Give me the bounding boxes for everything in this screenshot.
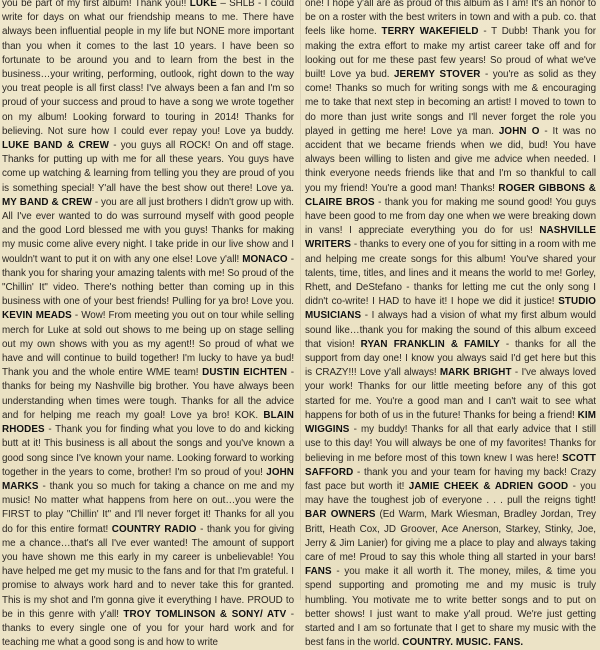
thanks-recipient-name: LUKE [189,0,217,9]
thanks-message-text: - thanks to every single one of you for your hard work and for teaching me what a good song is and how to write [2,608,294,649]
thanks-message-text: - thanks for being my Nashville big brother. You have always been understanding when times were tough. Thanks for all the advice and for helping me reach my goal! Love ya bro! KOK. [2,367,295,421]
thanks-recipient-name: JOHN MARKS [2,466,294,492]
thanks-message-text: - my buddy! Thanks for all that early advice that I still use to this day! You will always be one of my favorites! Thanks for believing in me before most of this town knew I was here! [305,424,596,464]
thanks-message-text: - thank you so much for taking a chance on me and my music! No matter what happens from here on out…you were the FIRST to play "Chillin' It" and I'll never forget it! Thanks for all you do for this entire format! [2,480,294,535]
thanks-recipient-name: TROY TOMLINSON & SONY/ ATV [123,608,287,620]
thanks-recipient-name: JOHN O [498,125,540,137]
thanks-recipient-name: RYAN FRANKLIN & FAMILY [360,338,500,350]
thanks-message-text: - Wow! From meeting you out on tour while selling merch for Luke at sold out shows to me being up on stage selling out my own shows with you as my agent!! So proud of what we have and will continue to build together! I'm lucky to have ya bud! Thank you and the whole entire WME team! [2,310,295,379]
thanks-recipient-name: MARK BRIGHT [439,367,512,379]
thanks-recipient-name: TERRY WAKEFIELD [381,26,479,38]
thanks-message-text: - I always had a vision of what my first album would sound like…thank you for making the sound of this album exceed that vision! [305,310,596,350]
thanks-message-text: - It was no accident that we became friends when we did, bud! You have always been willing to listen and give me advice when needed. I think everyone needs friends like that and I'm so thankful to call you my friend! You're a good man! Thanks! [305,125,597,194]
thanks-recipient-name: MONACO [242,253,288,265]
thanks-recipient-name: COUNTRY. MUSIC. FANS. [402,637,524,649]
thanks-recipient-name: JEREMY STOVER [393,69,481,81]
thanks-message-text: - thanks to every one of you for sitting in a room with me and helping me create songs for this album! You've shared your talents, time, titles, and lines and it means the world to me! Gorley, Rhett, and DeStefano - thanks for letting me cut the only song I didn't co-write! I HAD to have it! I hope we did it justice! [305,239,596,308]
thanks-recipient-name: KIM WIGGINS [305,409,596,436]
left-column [2,0,294,650]
thanks-message-text: - you guys all ROCK! On and off stage. Thanks for putting up with me for all these years. You guys have come up watching & learning from telling you they are proud of you is something special! Y'all have the best show out there! Love ya. [2,140,294,194]
thanks-message-text: – SHLB - I could write for days on what our friendship means to me. There have always been influential people in my life but NONE more important than you when it comes to the last 10 years. I have been so fortunate to be around you and to learn from the best in the business…your writing, performing, outlook, right down to the way you treat people is all first class! I've always been a fan and I'm so proud of your success and proud to have a song we wrote together on my album! Looking forward to touring in 2014! Thanks for believing. Not sure how I could ever repay you! Love ya buddy. [2,0,294,137]
thanks-message-text: you be part of my first album! Thank you!! [2,0,190,9]
thanks-recipient-name: COUNTRY RADIO [111,523,197,535]
thanks-recipient-name: STUDIO MUSICIANS [305,296,596,322]
thanks-message-text: - T Dubb! Thank you for making the extra effort to make my artist career take off and for looking out for me these past few years! So proud of what we've built! Love ya bud. [305,26,596,81]
thanks-message-text: - you are all just brothers I didn't grow up with. All I've ever wanted to do was surround myself with good people and the good Lord blessed me with you guys! Thanks for making my music come alive every night. I take pride in our live show and I wouldn't want to put it on with any one else! Love y'all! [2,196,294,265]
thanks-recipient-name: DUSTIN EICHTEN [202,367,288,379]
thanks-recipient-name: NASHVILLE WRITERS [305,225,596,251]
thanks-recipient-name: BLAIN RHODES [2,409,294,436]
thanks-recipient-name: KEVIN MEADS [2,310,72,322]
thanks-recipient-name: SCOTT SAFFORD [305,452,596,478]
right-column-text [305,0,596,650]
thanks-message-text: (Ed Warm, Mark Wiesman, Bradley Jordan, Trey Britt, Heath Cox, JD Groover, Ace Anerson, Starkey, Stinky, Joe, Jerry & Jim Lanier) for giving me a place to play and always taking care of me! Proud to say this whole thing all started in your bars! [305,509,596,563]
thanks-message-text: - thank you and your team for having my back! Crazy fast pace but worth it! [305,466,596,492]
thanks-recipient-name: LUKE BAND & CREW [2,140,109,152]
thanks-message-text: - you make it all worth it. The money, miles, & time you spend supporting and promoting me and my music is truly humbling. You motivate me to write better songs and to put on better shows! I just want to make y'all proud. We're just getting started and I am so fortunate that I get to share my music with the best fans in the world. [305,566,596,649]
thanks-message-text: - I've always loved your work! Thanks for our little meeting before any of this got started for me. You're a good man and I can't wait to see what happens for both of us in the future! Thanks for being a friend! [305,367,597,421]
thanks-message-text: - you're as solid as they come! Thanks so much for writing songs with me & encouraging me to take that next step in becoming an artist! I moved to town to do more than just write songs and I'll never forget the role you played in getting me here! Love ya man. [305,69,597,137]
thanks-recipient-name: FANS [305,566,332,578]
left-column-text [2,0,294,650]
thanks-recipient-name: ROGER GIBBONS & CLAIRE BROS [305,182,596,208]
thanks-message-text: - you may have the toughest job of everyone . . . pull the reigns tight! [305,480,596,507]
thanks-message-text: - thank you for giving me a chance…that's all I've ever wanted! The amount of support you have shown me this early in my career is unbelievable! You have helped me get my music to the fans and for that I'm grateful. I promise to always work hard and to never take this for granted. This is my shot and I'm gonna give it everything I have. PROUD to be in this genre with y'all! [2,523,294,620]
thanks-recipient-name: JAMIE CHEEK & ADRIEN GOOD [408,480,569,492]
thanks-message-text: - thank you for sharing your amazing talents with me! So proud of the "Chillin' It" video. There's nothing better than coming up in this business with one of your best friends! Pulling for ya bro! Love you. [2,253,294,308]
thanks-recipient-name: MY BAND & CREW [2,196,93,208]
thanks-message-text: - thank you for making me sound good! You guys have been good to me from day one when we were breaking down in vans! I appreciate everything you do for us! [305,196,596,237]
thanks-message-text: - thanks for all the support from day one! I know you always said I'd get here but this is CRAZY!!! Love y'all always! [305,338,596,379]
thanks-message-text: one! I hope y'all are as proud of this album as I am! It's an honor to be on a roster with the best writers in town and with a pub. co. that feels like home. [305,0,596,38]
column-divider [300,0,301,600]
thanks-message-text: - Thank you for finding what you love to do and kicking butt at it! This business is all about the songs and you've known a good song since I've known your name. Looking forward to working together in the years to come, brother! I'm so proud of you! [2,424,294,478]
right-column [305,0,596,650]
thanks-recipient-name: BAR OWNERS [305,509,376,521]
